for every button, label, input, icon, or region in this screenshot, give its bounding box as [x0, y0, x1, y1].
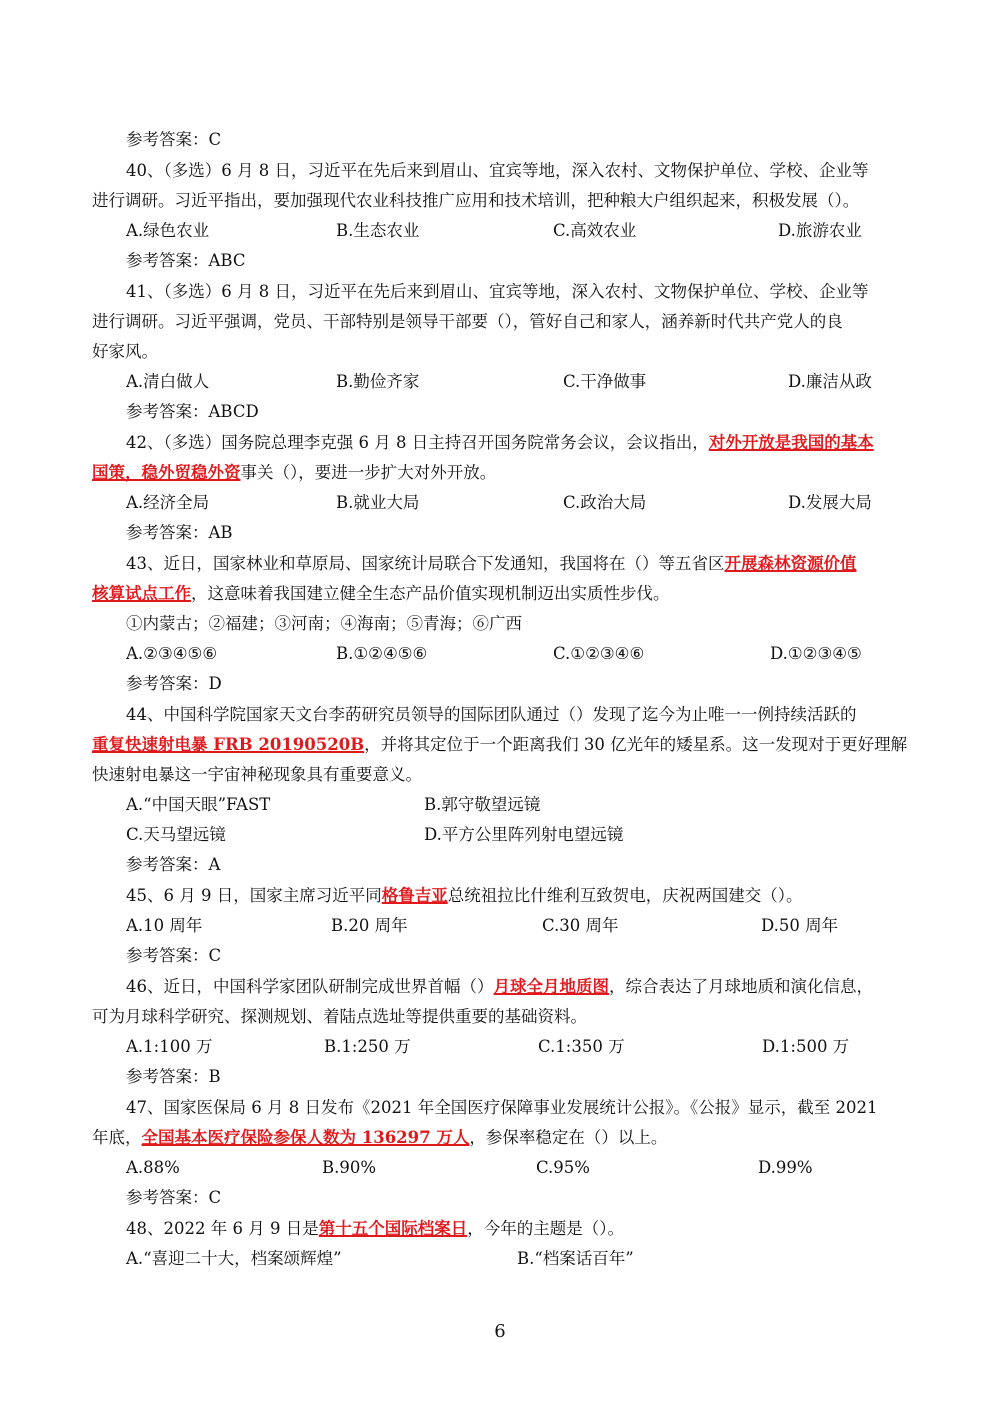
- question-40-line-2: 进行调研。习近平指出，要加强现代农业科技推广应用和技术培训，把种粮大户组织起来，积极发展（）。: [92, 191, 860, 210]
- question-47-text: 年底，: [92, 1128, 142, 1147]
- option-d: D.99%: [758, 1158, 813, 1177]
- answer-43: 参考答案：D: [126, 674, 222, 693]
- answer-40: 参考答案：ABC: [126, 251, 246, 270]
- question-42-text: 事关（），要进一步扩大对外开放。: [240, 463, 497, 482]
- question-46-text: 46、近日，中国科学家团队研制完成世界首幅（）: [126, 977, 494, 996]
- option-c: C.天马望远镜: [126, 825, 226, 844]
- question-43-province-list: ①内蒙古；②福建；③河南；④海南；⑤青海；⑥广西: [126, 614, 522, 633]
- question-47-text: ，参保率稳定在（）以上。: [469, 1128, 668, 1147]
- answer-46: 参考答案：B: [126, 1067, 221, 1086]
- option-b: B.“档案话百年”: [517, 1249, 634, 1268]
- option-d: D.旅游农业: [778, 221, 862, 240]
- option-b: B.郭守敬望远镜: [424, 795, 541, 814]
- answer-42: 参考答案：AB: [126, 523, 233, 542]
- option-b: B.90%: [322, 1158, 377, 1177]
- highlight-keyphrase: 格鲁吉亚: [381, 886, 448, 905]
- answer-47: 参考答案：C: [126, 1188, 222, 1207]
- question-46-options: [126, 1032, 910, 1062]
- question-42-line-1: [126, 428, 910, 458]
- highlight-keyphrase: 对外开放是我国的基本: [708, 433, 874, 452]
- option-b: B.生态农业: [336, 221, 420, 240]
- question-43-text: ，这意味着我国建立健全生态产品价值实现机制迈出实质性步伐。: [191, 584, 670, 603]
- question-46-line-1: [126, 972, 910, 1002]
- question-41-line-2: 进行调研。习近平强调，党员、干部特别是领导干部要（），管好自己和家人，涵养新时代共产党人的良: [92, 312, 843, 331]
- question-47-line-2: [92, 1123, 910, 1153]
- question-45-options: [126, 911, 910, 941]
- option-a: A.“喜迎二十大，档案颂辉煌”: [126, 1249, 342, 1268]
- highlight-keyphrase: 第十五个国际档案日: [318, 1219, 468, 1238]
- question-47-line-1: 47、国家医保局 6 月 8 日发布《2021 年全国医疗保障事业发展统计公报》。《公报》显示，截至 2021: [126, 1098, 878, 1117]
- question-42-line-2: [92, 458, 910, 488]
- option-b: B.20 周年: [331, 916, 408, 935]
- option-c: C.1:350 万: [538, 1037, 625, 1056]
- option-c: C.干净做事: [563, 372, 647, 391]
- question-48-options: [126, 1244, 910, 1274]
- question-44-options-row-2: [126, 820, 910, 850]
- option-a: A.10 周年: [126, 916, 203, 935]
- option-b: B.勤俭齐家: [336, 372, 420, 391]
- option-c: C.①②③④⑥: [553, 644, 645, 663]
- highlight-keyphrase: 国策，稳外贸稳外资: [92, 463, 241, 482]
- question-43-line-1: [126, 549, 910, 579]
- option-a: A.经济全局: [126, 493, 210, 512]
- question-48-line-1: [126, 1214, 910, 1244]
- option-a: A.清白做人: [126, 372, 210, 391]
- option-d: D.①②③④⑤: [770, 644, 862, 663]
- highlight-keyphrase: 重复快速射电暴 FRB 20190520B: [92, 735, 365, 754]
- highlight-keyphrase: 全国基本医疗保险参保人数为 136297 万人: [141, 1128, 470, 1147]
- option-a: A.②③④⑤⑥: [126, 644, 218, 663]
- question-44-options-row-1: [126, 790, 910, 820]
- option-b: B.①②④⑤⑥: [336, 644, 428, 663]
- option-d: D.廉洁从政: [788, 372, 872, 391]
- question-40-line-1: 40、（多选）6 月 8 日，习近平在先后来到眉山、宜宾等地，深入农村、文物保护单位、学校、企业等: [126, 161, 869, 180]
- option-d: D.50 周年: [761, 916, 839, 935]
- question-45-text: 总统祖拉比什维利互致贺电，庆祝两国建交（）。: [447, 886, 803, 905]
- option-c: C.95%: [536, 1158, 590, 1177]
- option-b: B.就业大局: [336, 493, 420, 512]
- option-c: C.高效农业: [553, 221, 637, 240]
- highlight-keyphrase: 月球全月地质图: [493, 977, 609, 996]
- question-43-options: [126, 639, 910, 669]
- option-d: D.平方公里阵列射电望远镜: [424, 825, 624, 844]
- question-42-text: 42、（多选）国务院总理李克强 6 月 8 日主持召开国务院常务会议，会议指出，: [126, 433, 709, 452]
- question-44-text: ，并将其定位于一个距离我们 30 亿光年的矮星系。这一发现对于更好理解: [364, 735, 908, 754]
- question-47-options: [126, 1153, 910, 1183]
- question-41-options: [126, 367, 910, 397]
- option-c: C.30 周年: [542, 916, 619, 935]
- question-40-options: [126, 216, 910, 246]
- option-a: A.绿色农业: [126, 221, 210, 240]
- highlight-keyphrase: 核算试点工作: [92, 584, 191, 603]
- question-41-line-3: 好家风。: [92, 342, 158, 361]
- page-number: 6: [494, 1321, 506, 1342]
- question-44-line-1: 44、中国科学院国家天文台李菂研究员领导的国际团队通过（）发现了迄今为止唯一一例持续活跃的: [126, 705, 857, 724]
- question-41-line-1: 41、（多选）6 月 8 日，习近平在先后来到眉山、宜宾等地，深入农村、文物保护单位、学校、企业等: [126, 282, 869, 301]
- option-d: D.发展大局: [788, 493, 872, 512]
- question-48-text: ，今年的主题是（）。: [467, 1219, 624, 1238]
- question-46-text: ，综合表达了月球地质和演化信息，: [609, 977, 873, 996]
- question-45-text: 45、6 月 9 日，国家主席习近平同: [126, 886, 382, 905]
- answer-44: 参考答案：A: [126, 855, 221, 874]
- highlight-keyphrase: 开展森林资源价值: [724, 554, 857, 573]
- option-d: D.1:500 万: [762, 1037, 850, 1056]
- question-44-line-3: 快速射电暴这一宇宙神秘现象具有重要意义。: [92, 765, 422, 784]
- question-44-line-2: [92, 730, 910, 760]
- question-43-text: 43、近日，国家林业和草原局、国家统计局联合下发通知，我国将在（）等五省区: [126, 554, 725, 573]
- answer-41: 参考答案：ABCD: [126, 402, 259, 421]
- option-a: A.88%: [126, 1158, 180, 1177]
- option-b: B.1:250 万: [324, 1037, 411, 1056]
- question-45-line-1: [126, 881, 910, 911]
- question-43-line-2: [92, 579, 910, 609]
- answer-39: 参考答案：C: [126, 130, 222, 149]
- option-c: C.政治大局: [563, 493, 647, 512]
- question-42-options: [126, 488, 910, 518]
- question-46-line-2: 可为月球科学研究、探测规划、着陆点选址等提供重要的基础资料。: [92, 1007, 587, 1026]
- option-a: A.1:100 万: [126, 1037, 213, 1056]
- question-48-text: 48、2022 年 6 月 9 日是: [126, 1219, 319, 1238]
- answer-45: 参考答案：C: [126, 946, 222, 965]
- option-a: A.“中国天眼”FAST: [126, 795, 271, 814]
